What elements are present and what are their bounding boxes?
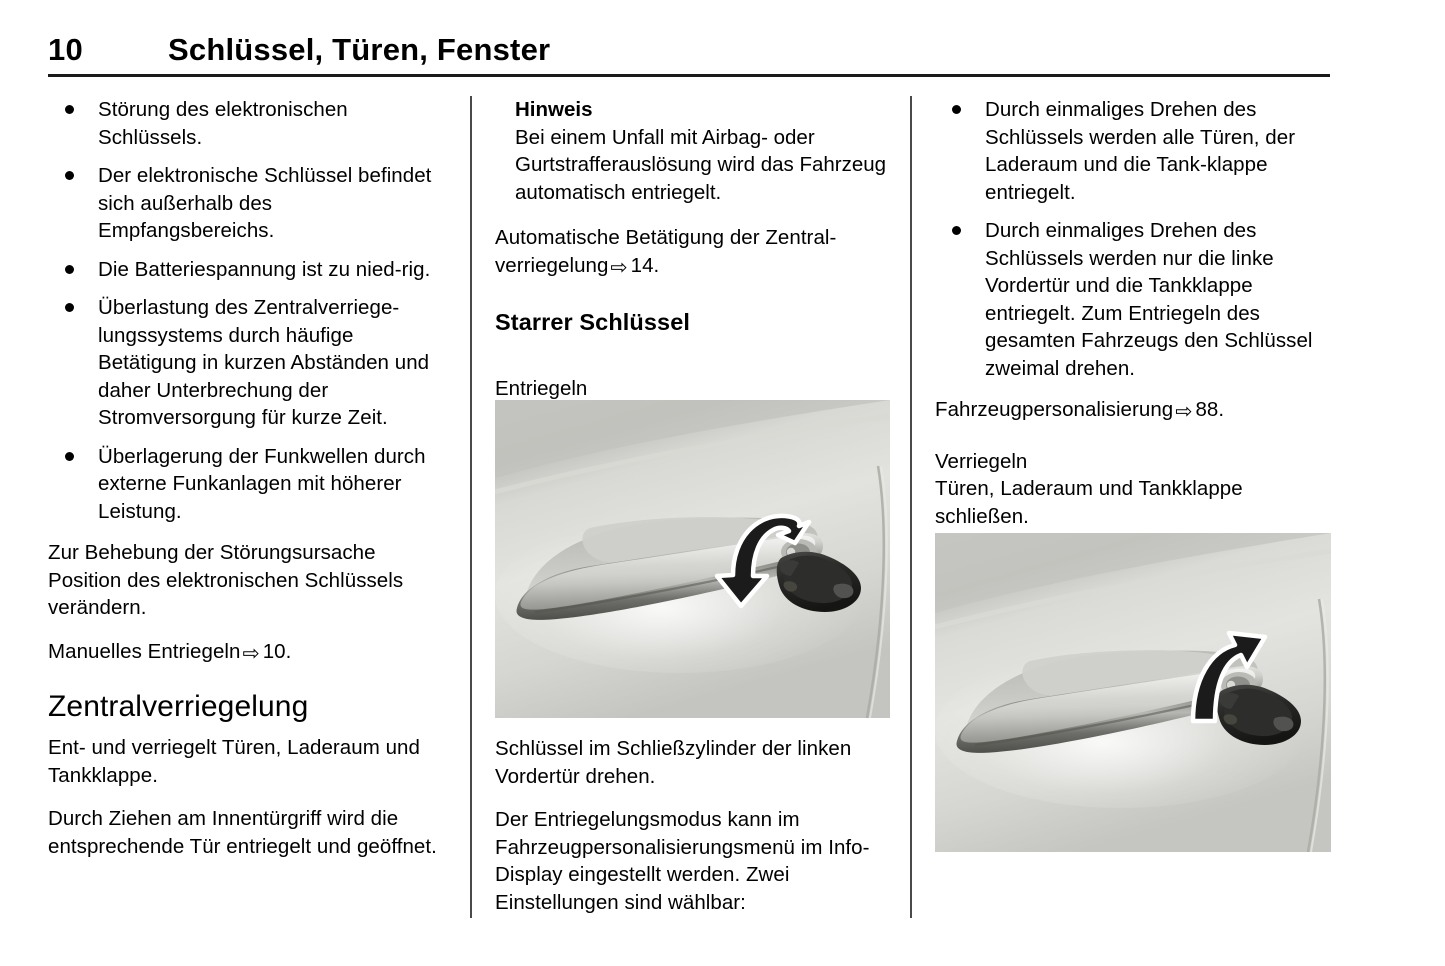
bullet-dot-icon — [65, 303, 74, 312]
figure-caption-unlock: Schlüssel im Schließzylinder der linken Vordertür drehen. — [495, 737, 852, 788]
middle-column — [495, 96, 895, 403]
section-heading-zentralverriegelung: Zentralverriegelung — [48, 690, 309, 723]
page-reference-arrow-icon: ⇨ — [242, 641, 260, 665]
right-column — [935, 96, 1335, 546]
sub-section-heading-starrer-schluessel: Starrer Schlüssel — [495, 309, 691, 335]
page-number: 10 — [48, 32, 84, 67]
left-cross-reference — [48, 638, 448, 668]
middle-cross-reference — [495, 224, 895, 281]
list-item-text: Die Batteriespannung ist zu nied-rig. — [98, 257, 431, 281]
list-item — [48, 96, 448, 151]
right-paragraph-1: Türen, Laderaum und Tankklappe schließen. — [935, 477, 1243, 528]
note-body: Bei einem Unfall mit Airbag- oder Gurtstrafferauslösung wird das Fahrzeug automatisch entriegelt. — [515, 125, 887, 204]
list-item-text: Durch einmaliges Drehen des Schlüssels werden nur die linke Vordertür und die Tankklappe entriegelt. Zum Entriegeln des gesamten Fahrzeugs den Schlüssel zweimal drehen. — [985, 219, 1313, 380]
list-item — [48, 162, 448, 245]
cross-reference-page: 10. — [262, 639, 292, 663]
cross-reference-page: 14. — [630, 253, 660, 277]
column-divider-left — [470, 96, 472, 918]
list-item-text: Störung des elektronischen Schlüssels. — [98, 98, 348, 149]
cross-reference-page: 88. — [1195, 398, 1225, 421]
left-paragraph-2: Ent- und verriegelt Türen, Laderaum und Tankklappe. — [48, 736, 420, 787]
bullet-dot-icon — [65, 452, 74, 461]
list-item — [48, 294, 448, 432]
header-rule — [48, 74, 1330, 77]
figure-unlock-door-handle — [495, 400, 890, 718]
list-item — [935, 217, 1335, 382]
right-cross-reference — [935, 396, 1335, 426]
list-item-text: Überlagerung der Funkwellen durch externe Funkanlagen mit höherer Leistung. — [98, 444, 426, 523]
middle-paragraph-1: Der Entriegelungsmodus kann im Fahrzeugpersonalisierungsmenü im Info-Display eingestellt werden. Zwei Einstellungen sind wählbar: — [495, 808, 870, 914]
list-item-text: Überlastung des Zentralverriege-lungssystems durch häufige Betätigung in kurzen Abständen und daher Unterbrechung der Stromversorgung für kurze Zeit. — [98, 296, 430, 429]
cross-reference-label: Automatische Betätigung der Zentral-verriegelung — [495, 226, 837, 277]
middle-column-lower — [495, 735, 895, 932]
page-reference-arrow-icon: ⇨ — [1175, 400, 1193, 423]
bullet-dot-icon — [65, 171, 74, 180]
left-column — [48, 96, 448, 876]
procedure-heading-verriegeln: Verriegeln — [935, 449, 1028, 473]
bullet-dot-icon — [952, 226, 961, 235]
door-handle-unlock-illustration — [495, 400, 890, 718]
bullet-dot-icon — [65, 105, 74, 114]
note-heading: Hinweis — [515, 98, 593, 121]
right-bullet-list — [935, 96, 1335, 382]
cross-reference-label: Fahrzeugpersonalisierung — [935, 398, 1174, 421]
left-paragraph-3: Durch Ziehen am Innentürgriff wird die entsprechende Tür entriegelt und geöffnet. — [48, 807, 437, 858]
cross-reference-label: Manuelles Entriegeln — [48, 639, 241, 663]
list-item-text: Der elektronische Schlüssel befindet sich außerhalb des Empfangsbereichs. — [98, 164, 432, 242]
door-handle-lock-illustration — [935, 533, 1331, 852]
page-header — [48, 30, 1330, 78]
list-item — [48, 443, 448, 526]
left-paragraph-1: Zur Behebung der Störungsursache Position des elektronischen Schlüssels verändern. — [48, 541, 404, 619]
list-item — [48, 256, 448, 284]
page-reference-arrow-icon: ⇨ — [610, 255, 628, 279]
procedure-heading-entriegeln: Entriegeln — [495, 377, 588, 400]
list-item — [935, 96, 1335, 206]
list-item-text: Durch einmaliges Drehen des Schlüssels werden alle Türen, der Laderaum und die Tank-klappe entriegelt. — [985, 98, 1296, 204]
figure-lock-door-handle — [935, 533, 1331, 852]
left-bullet-list — [48, 96, 448, 525]
bullet-dot-icon — [65, 265, 74, 274]
bullet-dot-icon — [952, 105, 961, 114]
column-divider-right — [910, 96, 912, 918]
note-block — [495, 96, 895, 206]
page-title: Schlüssel, Türen, Fenster — [168, 32, 551, 67]
